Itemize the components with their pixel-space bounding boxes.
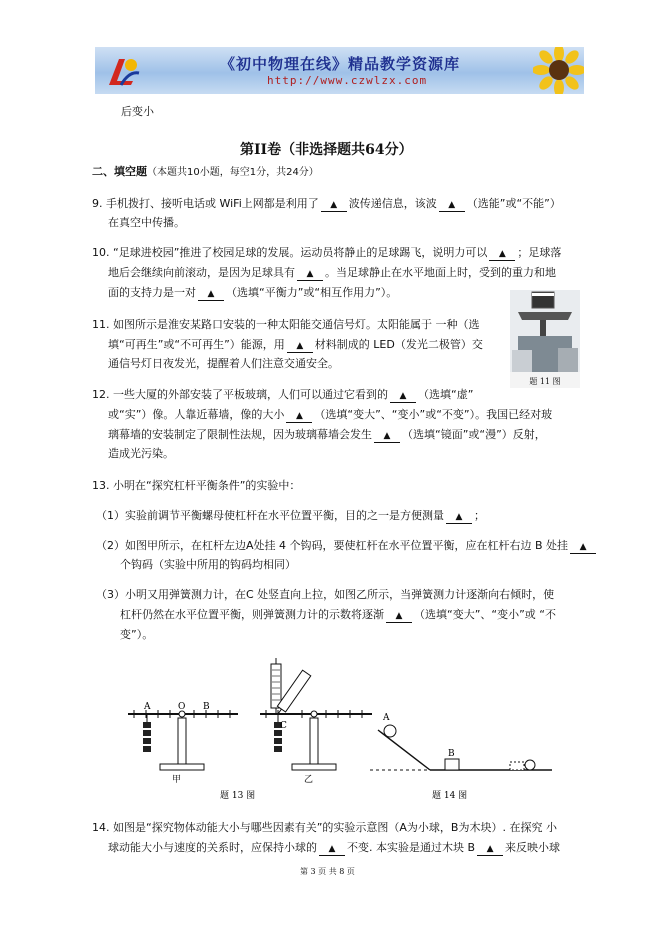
- point-b-label: B: [203, 702, 210, 712]
- answer-blank: ▲: [390, 391, 416, 403]
- q12-line-4: 造成光污染。: [108, 447, 174, 460]
- q13-text-e: （选填“变大”、“变小”或 “不: [414, 608, 556, 621]
- q10-text-d: 。当足球静止在水平地面上时，受到的重力和地: [325, 266, 556, 279]
- q12-text-b: （选填“虚”: [418, 388, 474, 401]
- q13-text-a: （1）实验前调节平衡螺母使杠杆在水平位置平衡，目的之一是方便测量: [96, 509, 444, 522]
- q12-line-3: [108, 427, 546, 443]
- q12-text-d: （选填“变大”、“变小”或“不变”）。我国已经对玻: [314, 408, 553, 421]
- fig11-caption: 题 11 图: [529, 377, 561, 386]
- q14-text-c: 来反映小球: [505, 841, 561, 854]
- q10-line-3: [108, 285, 397, 301]
- banner-title: 《初中物理在线》精品教学资源库: [220, 55, 461, 73]
- point-a-label: A: [144, 702, 151, 712]
- q13-text-b: ；: [474, 509, 485, 522]
- q11-line-1: 11. 如图所示是淮安某路口安装的一种太阳能交通信号灯。太阳能属于 一种（选: [92, 318, 480, 331]
- block-b: [445, 759, 459, 770]
- answer-blank: ▲: [374, 431, 400, 443]
- point-o-label: O: [178, 702, 186, 712]
- answer-blank: ▲: [287, 341, 313, 353]
- ball-a: [384, 725, 396, 737]
- answer-blank: ▲: [297, 269, 323, 281]
- q12-text-f: （选填“镜面”或“漫”）反射，: [402, 428, 546, 441]
- q10-text-f: （选填“平衡力”或“相互作用力”）。: [226, 286, 398, 299]
- q13-part-3-line-1: （3）小明又用弹簧测力计，在C 处竖直向上拉，如图乙所示，当弹簧测力计逐渐向右倾时，使: [96, 588, 555, 601]
- q10-text-a: 10. “足球进校园”推进了校园足球的发展。运动员将静止的足球踢飞，说明力可以: [92, 246, 488, 259]
- q10-text-c: 地后会继续向前滚动，是因为足球具有: [108, 266, 295, 279]
- answer-blank: ▲: [286, 411, 312, 423]
- answer-blank: ▲: [439, 200, 465, 212]
- q13-part-2-line-1: [96, 538, 598, 554]
- answer-blank: ▲: [319, 844, 345, 856]
- q9-line-2: 在真空中传播。: [108, 216, 185, 229]
- q14-line-1: 14. 如图是“探究物体动能大小与哪些因素有关”的实验示意图（A为小球，B为木块）. 在探究 小: [92, 821, 557, 834]
- q13-part-3-line-2: [120, 607, 556, 623]
- figure-yi-label: 乙: [304, 775, 314, 785]
- q10-text-e: 面的支持力是一对: [108, 286, 196, 299]
- header-banner: [95, 47, 584, 94]
- q9-text-a: 9. 手机拨打、接听电话或 WiFi上网都是利用了: [92, 197, 319, 210]
- figure-jia-label: 甲: [172, 775, 182, 785]
- kinetic-energy-figure: [370, 713, 552, 801]
- sunflower-icon: [533, 47, 584, 94]
- q12-line-2: [108, 407, 552, 423]
- q10-text-b: ；足球落: [517, 246, 562, 259]
- q13-stem: 13. 小明在“探究杠杆平衡条件”的实验中：: [92, 479, 301, 492]
- lever-figure-jia: [128, 702, 238, 785]
- q11-text-b: 材料制成的 LED（发光二极管）交: [314, 338, 483, 351]
- answer-blank: ▲: [386, 611, 412, 623]
- q14-text-a: 球动能大小与速度的关系时，应保持小球的: [108, 841, 317, 854]
- previous-page-tail: 后变小: [121, 105, 154, 118]
- q13-text-d: 杠杆仍然在水平位置平衡，则弹簧测力计的示数将逐渐: [120, 608, 384, 621]
- answer-blank: ▲: [570, 542, 596, 554]
- q11-text-a: 填“可再生”或“不可再生”）能源，用: [108, 338, 285, 351]
- q14-line-2: [108, 840, 560, 856]
- q9-line-1: [92, 196, 561, 212]
- traffic-light-photo: [510, 290, 580, 388]
- page-footer: 第 3 页 共 8 页: [300, 867, 355, 876]
- q13-part-1: [96, 508, 485, 524]
- answer-blank: ▲: [477, 844, 503, 856]
- point-c-label: C: [280, 721, 287, 731]
- q11-line-2: [108, 337, 483, 353]
- answer-blank: ▲: [321, 200, 347, 212]
- q13-part-3-line-3: 变”）。: [120, 628, 154, 641]
- q10-line-1: [92, 245, 561, 261]
- q12-text-a: 12. 一些大厦的外部安装了平板玻璃，人们可以通过它看到的: [92, 388, 388, 401]
- banner-url: http://www.czwlzx.com: [267, 74, 428, 87]
- lever-figure-yi: [260, 658, 372, 785]
- figure-13-14: [120, 656, 590, 806]
- answer-blank: ▲: [198, 289, 224, 301]
- q12-line-1: [92, 387, 473, 403]
- q11-line-3: 通信号灯日夜发光，提醒着人们注意交通安全。: [108, 357, 339, 370]
- answer-blank: ▲: [446, 512, 472, 524]
- ball-a-label: A: [383, 713, 390, 723]
- q12-text-e: 璃幕墙的安装制定了限制性法规，因为玻璃幕墙会发生: [108, 428, 372, 441]
- answer-blank: ▲: [489, 249, 515, 261]
- part-heading-label: 二、填空题: [92, 165, 147, 178]
- fig13-caption: 题 13 图: [220, 791, 256, 801]
- q9-text-c: （选能”或“不能”）: [466, 197, 561, 210]
- section-title: 第II卷（非选择题共64分）: [240, 142, 413, 158]
- q12-text-c: 或“实”）像。人靠近幕墙，像的大小: [108, 408, 285, 421]
- part-heading-note: （本题共10小题，每空1分，共24分）: [147, 167, 319, 178]
- q13-part-2-line-2: 个钩码（实验中所用的钩码均相同）: [120, 558, 296, 571]
- q9-text-b: 波传递信息，该波: [348, 197, 437, 210]
- q13-text-c: （2）如图甲所示，在杠杆左边A处挂 4 个钩码，要使杠杆在水平位置平衡，应在杠杆右边 B 处挂: [96, 539, 569, 552]
- q10-line-2: [108, 265, 556, 281]
- fig14-caption: 题 14 图: [432, 791, 468, 801]
- part-heading: [92, 164, 319, 181]
- site-logo-icon: [103, 51, 143, 91]
- block-b-label: B: [448, 749, 455, 759]
- q14-text-b: 不变. 本实验是通过木块 B: [347, 841, 476, 854]
